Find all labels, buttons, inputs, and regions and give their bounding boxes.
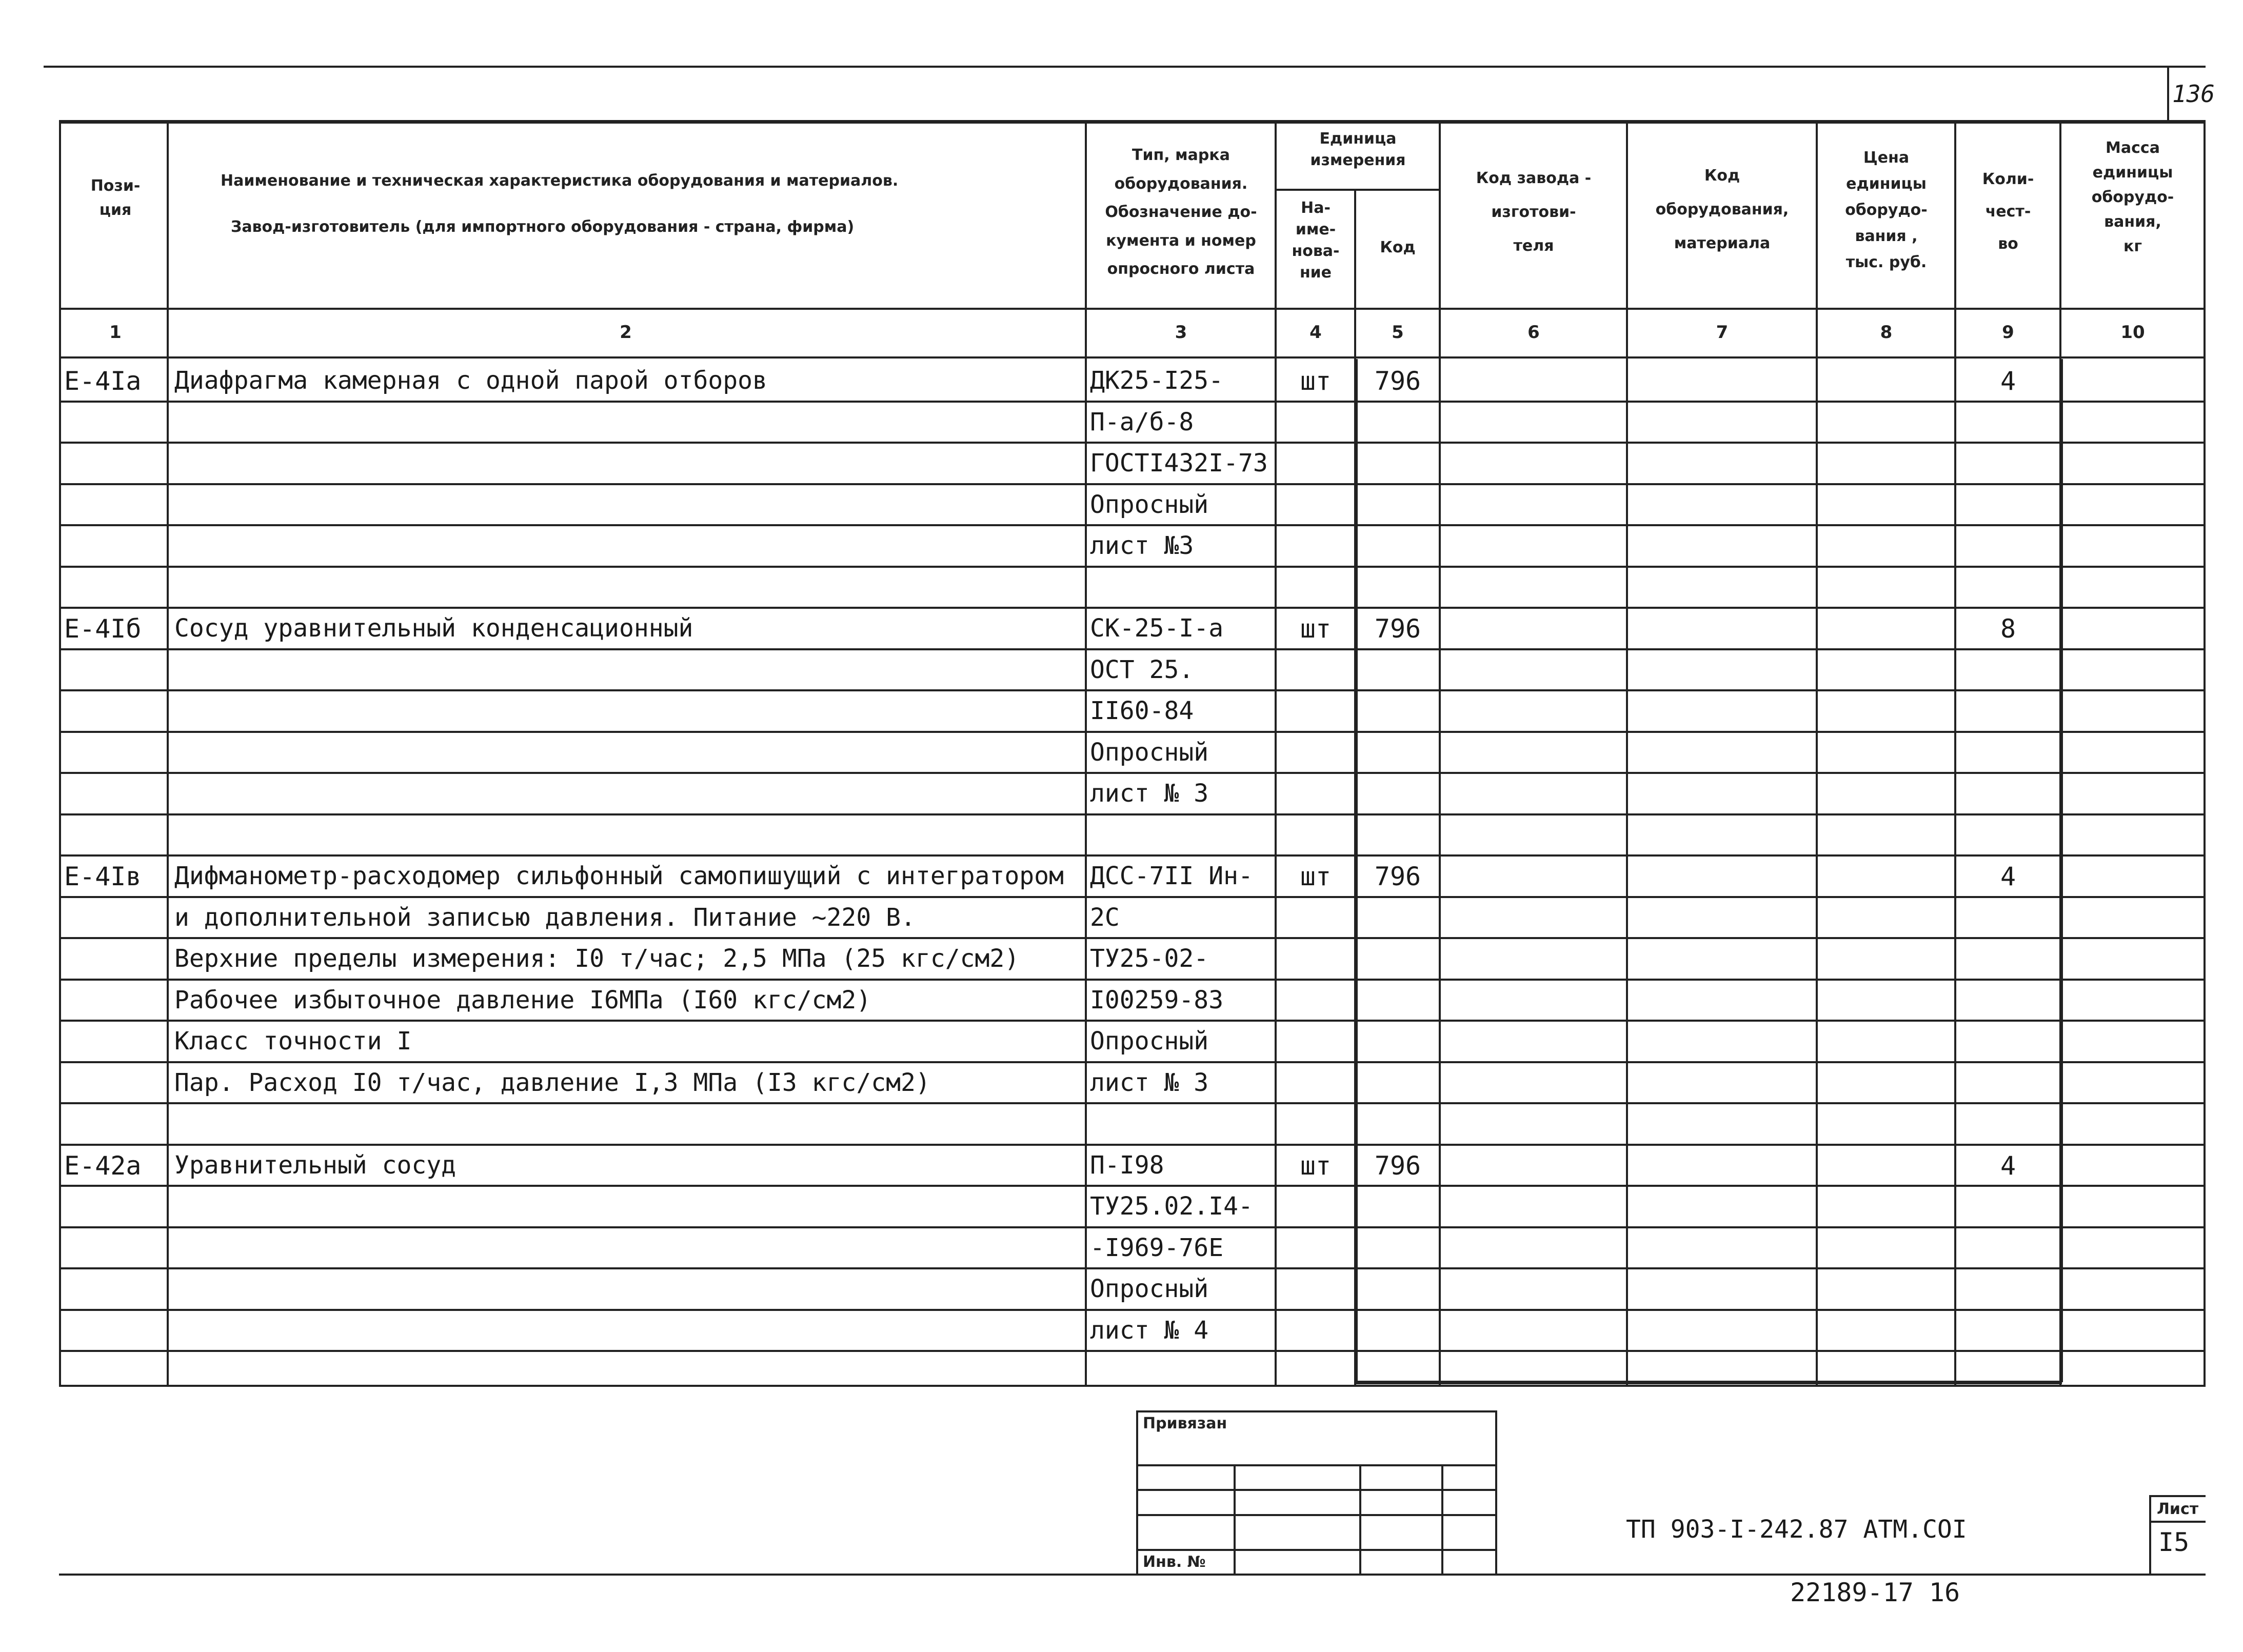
header-plant-code: Код завода - изготови- теля (1476, 169, 1592, 255)
header-unit: Единица измерения (1310, 130, 1406, 169)
row-divider (59, 1020, 2206, 1022)
row-divider (59, 1185, 2206, 1187)
number-row-bottom (59, 356, 2206, 359)
col-number-3: 3 (1175, 322, 1187, 343)
table-top-border (59, 120, 2206, 124)
header-unit-name: На- име- нова- ние (1292, 199, 1340, 282)
row-name-cell: Дифманометр-расходомер сильфонный самопишущий с интегратором (174, 862, 1064, 890)
row-name-cell: Уравнительный сосуд (174, 1150, 456, 1180)
col-sep-5 (1439, 120, 1441, 1387)
row-divider (59, 937, 2206, 939)
row-name-cell: Диафрагма камерная с одной парой отборов (174, 366, 767, 395)
row-type-cell: -I969-76Е (1090, 1233, 1224, 1262)
row-divider (59, 566, 2206, 568)
row-unit-cell: шт (1300, 366, 1332, 396)
corner-page-number: 136 (2172, 80, 2215, 108)
col-number-7: 7 (1716, 322, 1729, 343)
header-type: Тип, марка оборудования. Обозначение до- кумента и номер опросного листа (1105, 146, 1257, 278)
col-number-4: 4 (1309, 322, 1322, 343)
row-divider (59, 607, 2206, 609)
row-pos-cell: Е-42а (64, 1150, 142, 1181)
header-price: Цена единицы оборудо- вания , тыс. руб. (1845, 149, 1928, 271)
row-name-cell: Верхние пределы измерения: I0 т/час; 2,5 МПа (25 кгс/см2) (174, 944, 1020, 973)
row-type-cell: Опросный (1090, 738, 1209, 767)
row-divider (59, 1144, 2206, 1146)
table-right-border (2204, 120, 2206, 1387)
row-type-cell: лист № 3 (1090, 779, 1209, 808)
row-type-cell: ДСС-7II Ин- (1090, 862, 1253, 890)
header-name-line2: Завод-изготовитель (для импортного оборудования - страна, фирма) (231, 218, 855, 236)
col-number-9: 9 (2002, 322, 2014, 343)
row-type-cell: П-а/б-8 (1090, 407, 1194, 436)
row-type-cell: 2С (1090, 903, 1120, 932)
col-sep-2 (1085, 120, 1087, 1387)
stamp-attached-label: Привязан (1143, 1415, 1227, 1432)
row-divider (59, 1061, 2206, 1063)
col-number-1: 1 (109, 322, 122, 343)
row-divider (59, 524, 2206, 526)
stamp-vsep-3 (1441, 1464, 1443, 1575)
row-unit-cell: шт (1300, 1150, 1332, 1181)
row-pos-cell: Е-4Iв (64, 862, 142, 891)
row-divider (59, 1309, 2206, 1311)
col-number-10: 10 (2120, 322, 2145, 343)
col-number-8: 8 (1880, 322, 1893, 343)
stamp-right (1495, 1410, 1497, 1575)
row-code-cell: 796 (1374, 614, 1421, 644)
row-divider (59, 442, 2206, 444)
row-name-cell: Класс точности I (174, 1027, 412, 1056)
table-left-border (59, 120, 61, 1387)
row-divider (59, 813, 2206, 815)
header-unit-code: Код (1380, 238, 1416, 256)
row-pos-cell: Е-4Iб (64, 614, 142, 644)
row-type-cell: ОСТ 25. (1090, 655, 1194, 684)
header-position: Пози- ция (90, 177, 141, 219)
row-type-cell: лист №3 (1090, 531, 1194, 560)
row-qty-cell: 4 (2000, 366, 2016, 396)
sheet-box-mid (2149, 1521, 2206, 1523)
row-type-cell: ГОСТI432I-73 (1090, 449, 1268, 477)
col-sep-1 (167, 120, 169, 1387)
sheet-label: Лист (2157, 1500, 2199, 1518)
header-name-line1: Наименование и техническая характеристика оборудования и материалов. (221, 172, 899, 190)
header-equipment-code: Код оборудования, материала (1655, 167, 1789, 252)
col-number-6: 6 (1527, 322, 1540, 343)
top-rule (44, 66, 2206, 68)
row-name-cell: Пар. Расход I0 т/час, давление I,3 МПа (I3 кгс/см2) (174, 1068, 930, 1097)
body-frame-right (2059, 359, 2063, 1382)
row-code-cell: 796 (1374, 862, 1421, 891)
row-name-cell: и дополнительной записью давления. Питание ~220 В. (174, 903, 916, 932)
row-name-cell: Сосуд уравнительный конденсационный (174, 614, 693, 643)
header-quantity: Коли- чест- во (1982, 170, 2034, 253)
table-bottom-border (59, 1385, 2206, 1387)
row-divider (59, 731, 2206, 733)
row-divider (59, 772, 2206, 774)
unit-subheader-divider (1275, 189, 1439, 191)
row-pos-cell: Е-4Iа (64, 366, 142, 396)
row-divider (59, 648, 2206, 650)
sheet-box-top (2149, 1495, 2206, 1497)
row-type-cell: I00259-83 (1090, 985, 1224, 1014)
row-divider (59, 979, 2206, 981)
col-number-5: 5 (1392, 322, 1404, 343)
table-bottom-line (59, 1574, 2206, 1576)
header-bottom-border (59, 308, 2206, 310)
row-divider (59, 1102, 2206, 1104)
sheet-box-left (2149, 1495, 2151, 1575)
row-type-cell: Опросный (1090, 1275, 1209, 1303)
row-type-cell: II60-84 (1090, 696, 1194, 725)
row-type-cell: СК-25-I-а (1090, 614, 1224, 643)
row-name-cell: Рабочее избыточное давление I6МПа (I60 кгс/см2) (174, 985, 871, 1014)
row-qty-cell: 4 (2000, 862, 2016, 891)
row-divider (59, 1226, 2206, 1228)
row-type-cell: лист № 3 (1090, 1068, 1209, 1097)
row-divider (59, 896, 2206, 898)
row-unit-cell: шт (1300, 862, 1332, 891)
col-sep-7 (1816, 120, 1818, 1387)
row-code-cell: 796 (1374, 366, 1421, 396)
col-sep-3 (1275, 120, 1277, 1387)
header-mass: Масса единицы оборудо- вания, кг (2091, 139, 2174, 255)
row-qty-cell: 8 (2000, 614, 2016, 644)
row-type-cell: Опросный (1090, 1027, 1209, 1056)
col-sep-8 (1954, 120, 1956, 1387)
stamp-inv-label: Инв. № (1143, 1553, 1206, 1571)
row-divider (59, 483, 2206, 485)
row-divider (59, 401, 2206, 403)
stamp-top (1136, 1410, 1495, 1412)
row-type-cell: ТУ25-02- (1090, 944, 1209, 973)
row-type-cell: лист № 4 (1090, 1316, 1209, 1345)
corner-box-left (2167, 66, 2169, 120)
col-number-2: 2 (620, 322, 632, 343)
row-type-cell: ТУ25.02.I4- (1090, 1192, 1253, 1221)
document-code: ТП 903-I-242.87 АТМ.СОI (1626, 1515, 1967, 1544)
sheet-number: I5 (2158, 1527, 2190, 1557)
row-divider (59, 1350, 2206, 1352)
row-divider (59, 1267, 2206, 1269)
footer-mark: 22189-17 16 (1790, 1578, 1960, 1607)
row-divider (59, 689, 2206, 691)
stamp-vsep-1 (1234, 1464, 1236, 1575)
col-sep-6 (1626, 120, 1628, 1387)
stamp-vsep-2 (1359, 1464, 1361, 1575)
row-code-cell: 796 (1374, 1150, 1421, 1181)
row-type-cell: П-I98 (1090, 1150, 1164, 1180)
row-qty-cell: 4 (2000, 1150, 2016, 1181)
row-type-cell: Опросный (1090, 490, 1209, 519)
row-unit-cell: шт (1300, 614, 1332, 644)
row-type-cell: ДК25-I25- (1090, 366, 1224, 395)
row-divider (59, 854, 2206, 857)
body-frame-bottom (1354, 1381, 2062, 1384)
